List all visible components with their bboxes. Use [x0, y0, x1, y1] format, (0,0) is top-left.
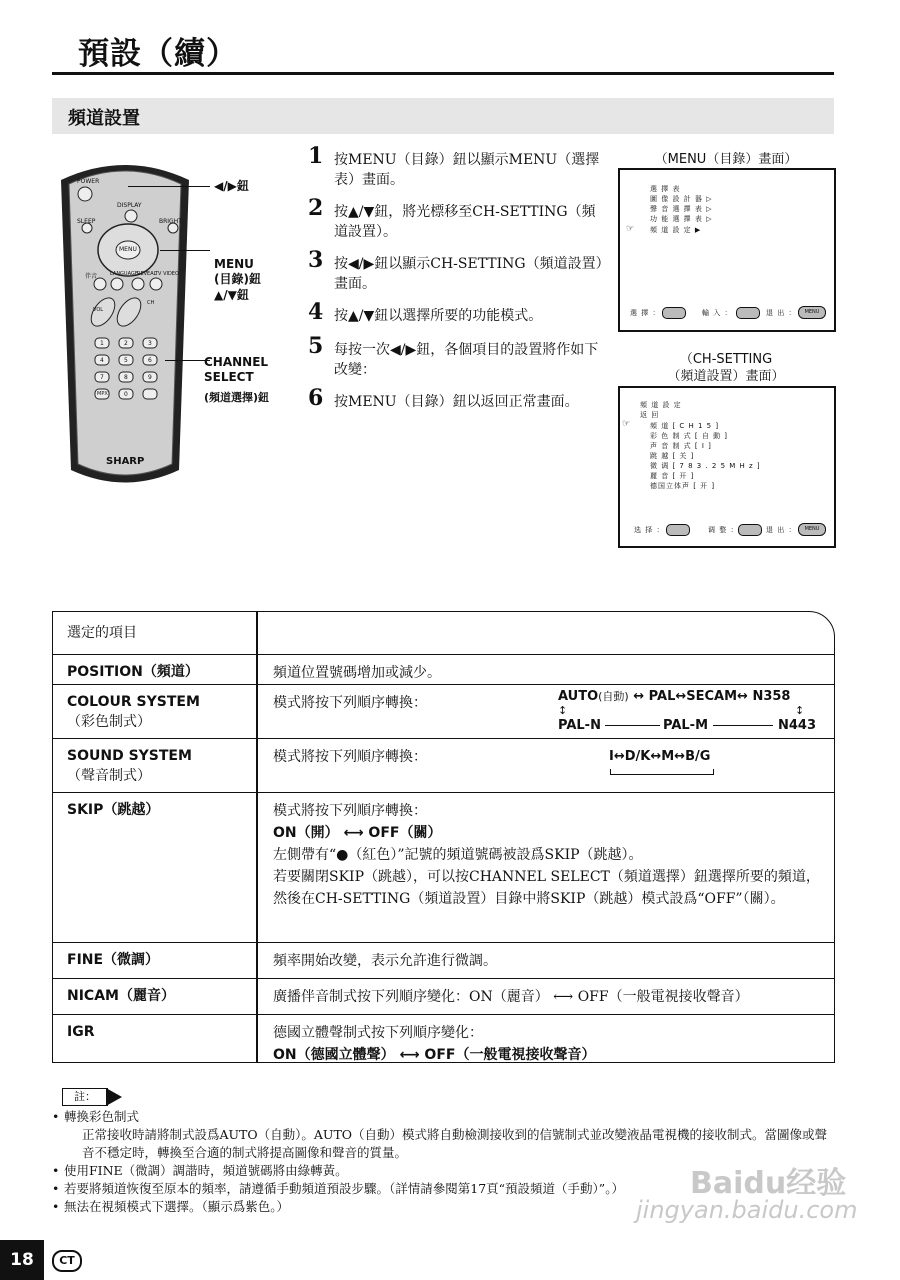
up-down-arrow-icon: ↕	[795, 704, 805, 717]
ch-screen-caption-2: （頻道設置）畫面）	[667, 369, 785, 384]
callout-channel-line1: CHANNEL	[204, 355, 269, 369]
row-desc: 模式將按下列順序轉換：	[273, 695, 427, 711]
row-name-sub: （彩色制式）	[67, 714, 151, 730]
key-2: 2	[124, 340, 128, 347]
table-header-row	[53, 612, 834, 654]
pal-m-label: PAL-M	[663, 718, 709, 733]
row-desc: 頻道位置號碼增加或減少。	[273, 665, 441, 681]
row-name: FINE（微調）	[67, 952, 160, 968]
row-name: IGR	[67, 1024, 95, 1040]
table-row	[53, 978, 834, 1015]
igr-line2: ON（德國立體聲） ⟷ OFF（一般電視接收聲音）	[273, 1047, 596, 1063]
skip-line2: ON（開） ⟷ OFF（關）	[273, 825, 442, 841]
menu-row: 圖 像 設 計 器 ▷	[650, 195, 713, 203]
title-rule	[52, 72, 834, 75]
row-name: SKIP（跳越）	[67, 802, 160, 818]
up-down-arrow-icon: ↕	[558, 704, 568, 717]
spec-table	[52, 611, 835, 1063]
sound-cycle: I↔D/K↔M↔B/G	[609, 749, 711, 764]
table-row	[53, 654, 834, 685]
section-title: 頻道設置	[68, 108, 140, 129]
note-item	[52, 1108, 834, 1162]
row-name: NICAM（麗音）	[67, 988, 175, 1004]
row-name: POSITION（頻道）	[67, 664, 199, 680]
step-number: 6	[308, 385, 324, 411]
step-6	[308, 385, 608, 412]
step-text: 按MENU（目錄）鈕以返回正常畫面。	[334, 394, 579, 410]
arrow-line	[605, 725, 660, 726]
key-4: 4	[100, 357, 104, 364]
igr-line1: 德國立體聲制式按下列順序變化：	[273, 1025, 483, 1041]
note-text: 若要將頻道恢復至原本的頻率，請遵循手動頻道預設步驟。（詳情請參閱第17頁“預設頻道（手動）”。）	[64, 1181, 624, 1196]
ch-key-label: CH	[147, 300, 155, 306]
menu-key-label: MENU	[119, 246, 137, 253]
pointer-hand-icon: ☞	[622, 419, 631, 429]
ch-row: 彩 色 制 式 [ 自 動 ]	[650, 432, 729, 440]
power-key-label: POWER	[77, 178, 100, 185]
table-row	[53, 1014, 834, 1063]
note-body: 正常接收時請將制式設爲AUTO（自動）。AUTO（自動）模式將自動檢測接收到的信號制式並改變液晶電視機的接收制式。當圖像或聲音不穩定時，轉換至合適的制式將提高圖像和聲音的質量。	[82, 1127, 828, 1160]
note-arrow-icon	[106, 1088, 122, 1106]
bright-key-label: BRIGHT	[159, 218, 182, 225]
select-button-icon	[662, 307, 686, 319]
note-label: 註：	[62, 1088, 108, 1106]
step-4	[308, 299, 608, 326]
adjust-button-icon	[738, 524, 762, 536]
ch-row: 跳 越 [ 关 ]	[650, 452, 695, 460]
ch-setting-screen	[618, 386, 836, 548]
menu-screen-caption: （MENU（目錄）畫面）	[654, 152, 798, 167]
colour-cycle-top	[558, 688, 790, 704]
language-key-label: LANGUAGE	[110, 271, 138, 277]
step-3	[308, 247, 608, 294]
tv-video-key-label: TV VIDEO	[155, 271, 179, 277]
key-8: 8	[124, 374, 128, 381]
audio-key-label: 伴音	[85, 273, 98, 280]
key-3: 3	[148, 340, 152, 347]
step-number: 2	[308, 195, 324, 221]
key-9: 9	[148, 374, 152, 381]
ch-row: 返 回	[640, 411, 660, 419]
menu-row: 聲 音 選 擇 表 ▷	[650, 205, 713, 213]
step-number: 4	[308, 299, 324, 325]
table-row	[53, 792, 834, 943]
auto-label: AUTO	[558, 689, 599, 704]
page-title: 預設（續）	[78, 36, 238, 72]
step-number: 5	[308, 333, 324, 359]
callout-lr-button: ◀/▶鈕	[214, 179, 249, 193]
ch-row: 德国立体声 [ 开 ]	[650, 482, 716, 490]
table-header: 選定的項目	[67, 625, 137, 641]
menu-button-icon: MENU	[798, 306, 826, 319]
menu-footer-exit: 退 出 ：	[766, 309, 797, 317]
menu-button-icon: MENU	[798, 523, 826, 536]
pointer-hand-icon: ☞	[626, 224, 635, 234]
ch-screen-caption-1: （CH-SETTING	[679, 352, 773, 367]
row-name: COLOUR SYSTEM	[67, 694, 200, 710]
table-row	[53, 684, 834, 739]
select-button-icon	[666, 524, 690, 536]
skip-line4: 若要關閉SKIP（跳越），可以按CHANNEL SELECT（頻道選擇）鈕選擇所要的頻道，然後在CH-SETTING（頻道設置）目錄中將SKIP（跳越）模式設爲“OFF”（關）。	[273, 869, 820, 907]
step-number: 1	[308, 143, 324, 169]
ch-row: 麗 音 [ 开 ]	[650, 472, 695, 480]
table-row	[53, 738, 834, 793]
menu-row: 功 能 選 擇 表 ▷	[650, 215, 713, 223]
callout-channel-line2: SELECT	[204, 370, 254, 384]
step-1	[308, 143, 608, 190]
callout-updown-button: ▲/▼鈕	[214, 288, 249, 302]
ch-row: 頻 道 設 定	[640, 401, 682, 409]
ch-footer-adjust: 调 整 ：	[708, 526, 739, 534]
callout-menu-line1: MENU	[214, 257, 254, 271]
pal-n-label: PAL-N	[558, 718, 601, 733]
display-key-label: DISPLAY	[117, 202, 142, 209]
sleep-key-label: SLEEP	[77, 218, 96, 225]
menu-row-selected: 頻 道 設 定 ▶	[650, 226, 702, 234]
row-name: SOUND SYSTEM	[67, 748, 192, 764]
callout-menu-line2: (目錄)鈕	[214, 272, 261, 286]
callout-line-menu	[160, 250, 210, 251]
section-bar	[52, 98, 834, 134]
menu-row: 選 擇 表	[650, 185, 681, 193]
note-text: 使用FINE（微調）調諧時，頻道號碼將由綠轉黃。	[64, 1163, 348, 1178]
key-7: 7	[100, 374, 104, 381]
row-desc: 頻率開始改變，表示允許進行微調。	[273, 953, 497, 969]
n443-label: N443	[778, 718, 817, 733]
ch-row: 微 调 [ 7 8 3 . 2 5 M H z ]	[650, 462, 761, 470]
return-arrow-icon	[610, 769, 714, 775]
watermark-url: jingyan.baidu.com	[636, 1196, 858, 1224]
reveal-key-label: REVEAL	[137, 271, 157, 277]
ch-footer-select: 选 择 ：	[634, 526, 665, 534]
enter-button-icon	[736, 307, 760, 319]
arrow-line	[713, 725, 773, 726]
vol-key-label: VOL	[93, 307, 104, 313]
bullet-icon: •	[52, 1199, 60, 1214]
menu-footer-enter: 輸 入 ：	[702, 309, 733, 317]
table-row	[53, 942, 834, 979]
row-desc	[273, 1022, 823, 1063]
row-desc	[273, 800, 823, 910]
row-desc: 模式將按下列順序轉換：	[273, 749, 427, 765]
bullet-icon: •	[52, 1181, 60, 1196]
row-desc: 廣播伴音制式按下列順序變化：ON（麗音） ⟷ OFF（一般電視接收聲音）	[273, 989, 749, 1005]
step-number: 3	[308, 247, 324, 273]
note-title: 轉換彩色制式	[64, 1109, 140, 1124]
callout-channel-line3: (頻道選擇)鈕	[204, 391, 270, 404]
key-1: 1	[100, 340, 104, 347]
menu-footer-select: 選 擇 ：	[630, 309, 661, 317]
key-0: 0	[124, 391, 128, 398]
ch-row: 頻 道 [ C H 1 5 ]	[650, 422, 720, 430]
page-number: 18	[0, 1240, 44, 1280]
brand-logo: SHARP	[106, 456, 145, 467]
step-2	[308, 195, 608, 242]
step-5	[308, 333, 608, 380]
key-5: 5	[124, 357, 128, 364]
bullet-icon: •	[52, 1109, 60, 1124]
key-6: 6	[148, 357, 152, 364]
callout-line-lr	[128, 186, 210, 187]
auto-sub: (自動)	[598, 690, 629, 703]
skip-line3: 左側帶有“●（紅色）”記號的頻道號碼被設爲SKIP（跳越）。	[273, 847, 643, 863]
step-text: 按▲/▼鈕，將光標移至CH-SETTING（頻道設置）。	[334, 204, 596, 240]
bullet-icon: •	[52, 1163, 60, 1178]
watermark: Baidu经验	[690, 1166, 847, 1201]
menu-screen	[618, 168, 836, 332]
step-text: 按▲/▼鈕以選擇所要的功能模式。	[334, 308, 543, 324]
step-text: 按MENU（目錄）鈕以顯示MENU（選擇表）畫面。	[334, 152, 600, 188]
note-text: 無法在視頻模式下選擇。（顯示爲紫色。）	[64, 1199, 290, 1214]
ch-footer-exit: 退 出 ：	[766, 526, 797, 534]
colour-cycle-rest: ↔ PAL↔SECAM↔ N358	[633, 689, 791, 704]
ch-row: 声 音 制 式 [ I ]	[650, 442, 712, 450]
mpx-key-label: MPX	[97, 391, 108, 397]
language-code-badge: CT	[52, 1250, 82, 1272]
step-text: 按◀/▶鈕以顯示CH-SETTING（頻道設置）畫面。	[334, 256, 603, 292]
row-name-sub: （聲音制式）	[67, 768, 151, 784]
skip-line1: 模式將按下列順序轉換：	[273, 803, 427, 819]
remote-control-illustration	[55, 150, 195, 504]
step-text: 每按一次◀/▶鈕，各個項目的設置將作如下改變：	[334, 342, 599, 378]
